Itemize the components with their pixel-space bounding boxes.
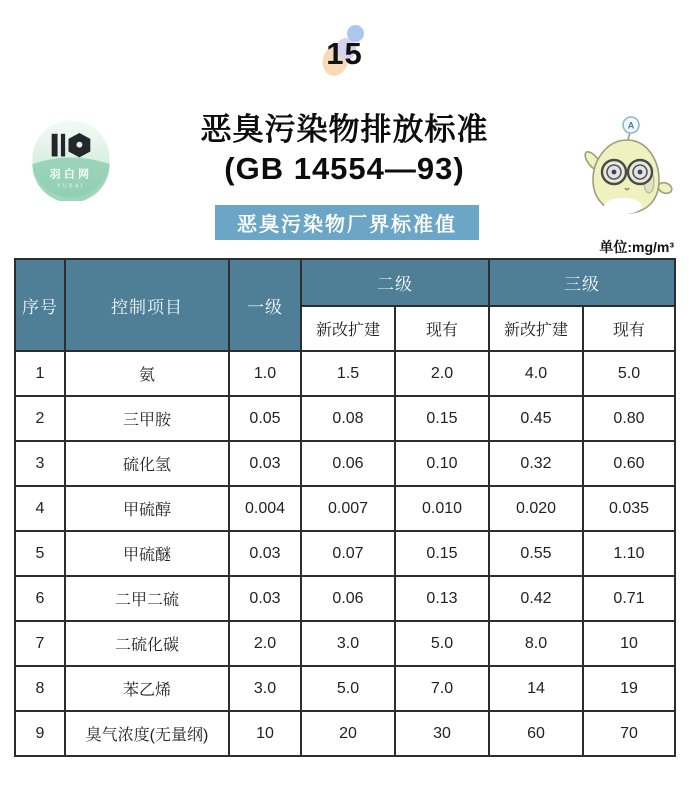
standards-table-wrap [14,258,675,757]
value-l3-new-cell: 0.020 [489,486,583,531]
value-l2-new-cell: 1.5 [301,351,395,396]
value-l2-new-cell: 20 [301,711,395,756]
value-l2-existing-cell: 30 [395,711,489,756]
item-cell: 臭气浓度(无量纲) [65,711,229,756]
mascot-character [583,114,673,220]
value-l3-existing-cell: 70 [583,711,675,756]
col-header-level2-new: 新改扩建 [301,306,395,351]
row-no-cell: 9 [15,711,65,756]
item-cell: 二甲二硫 [65,576,229,621]
value-l1-cell: 1.0 [229,351,301,396]
value-l2-existing-cell: 0.15 [395,396,489,441]
mascot-belly [604,198,642,214]
value-l3-new-cell: 0.32 [489,441,583,486]
col-header-level2-existing: 现有 [395,306,489,351]
value-l3-existing-cell: 5.0 [583,351,675,396]
value-l1-cell: 3.0 [229,666,301,711]
row-no-cell: 5 [15,531,65,576]
col-header-level2: 二级 [301,259,489,306]
value-l1-cell: 0.03 [229,576,301,621]
page-number: 15 [326,36,363,71]
value-l1-cell: 0.03 [229,441,301,486]
unit-label: 单位:mg/m³ [599,239,674,255]
value-l2-existing-cell: 5.0 [395,621,489,666]
value-l3-new-cell: 4.0 [489,351,583,396]
row-no-cell: 1 [15,351,65,396]
value-l1-cell: 0.03 [229,531,301,576]
item-cell: 二硫化碳 [65,621,229,666]
table-body [15,351,675,756]
logo-text: 羽白网 [49,168,93,181]
row-no-cell: 2 [15,396,65,441]
value-l2-new-cell: 0.08 [301,396,395,441]
row-no-cell: 8 [15,666,65,711]
value-l3-existing-cell: 10 [583,621,675,666]
item-cell: 三甲胺 [65,396,229,441]
logo-subtext: YUBAI [57,183,85,190]
value-l3-new-cell: 0.42 [489,576,583,621]
value-l2-new-cell: 3.0 [301,621,395,666]
value-l2-existing-cell: 0.010 [395,486,489,531]
standards-table [14,258,676,757]
value-l2-existing-cell: 7.0 [395,666,489,711]
page-number-area [0,0,689,95]
value-l3-new-cell: 0.55 [489,531,583,576]
item-cell: 苯乙烯 [65,666,229,711]
row-no-cell: 7 [15,621,65,666]
table-row [15,621,675,666]
table-row [15,351,675,396]
row-no-cell: 4 [15,486,65,531]
table-row [15,441,675,486]
value-l2-new-cell: 0.007 [301,486,395,531]
value-l2-existing-cell: 0.13 [395,576,489,621]
row-no-cell: 6 [15,576,65,621]
table-row [15,711,675,756]
mascot-badge-letter: A [627,120,635,131]
value-l2-new-cell: 0.07 [301,531,395,576]
table-row [15,531,675,576]
item-cell: 甲硫醚 [65,531,229,576]
value-l1-cell: 0.05 [229,396,301,441]
table-row [15,486,675,531]
value-l2-new-cell: 5.0 [301,666,395,711]
value-l3-existing-cell: 0.80 [583,396,675,441]
col-header-level3-new: 新改扩建 [489,306,583,351]
col-header-level3: 三级 [489,259,675,306]
banner-label: 恶臭污染物厂界标准值 [237,214,457,236]
item-cell: 氨 [65,351,229,396]
section-banner [215,205,479,240]
value-l3-new-cell: 0.45 [489,396,583,441]
value-l2-existing-cell: 0.10 [395,441,489,486]
value-l1-cell: 10 [229,711,301,756]
value-l3-existing-cell: 19 [583,666,675,711]
value-l2-new-cell: 0.06 [301,441,395,486]
table-row [15,576,675,621]
col-header-item: 控制项目 [65,259,229,351]
item-cell: 甲硫醇 [65,486,229,531]
value-l3-new-cell: 14 [489,666,583,711]
value-l2-existing-cell: 0.15 [395,531,489,576]
value-l1-cell: 2.0 [229,621,301,666]
table-row [15,666,675,711]
value-l3-existing-cell: 1.10 [583,531,675,576]
title-line-2: (GB 14554—93) [224,151,465,186]
value-l3-existing-cell: 0.60 [583,441,675,486]
value-l2-new-cell: 0.06 [301,576,395,621]
col-header-level1: 一级 [229,259,301,351]
value-l2-existing-cell: 2.0 [395,351,489,396]
value-l3-existing-cell: 0.71 [583,576,675,621]
title-line-1: 恶臭污染物排放标准 [200,112,489,147]
row-no-cell: 3 [15,441,65,486]
value-l3-new-cell: 60 [489,711,583,756]
item-cell: 硫化氢 [65,441,229,486]
value-l3-new-cell: 8.0 [489,621,583,666]
value-l1-cell: 0.004 [229,486,301,531]
col-header-no: 序号 [15,259,65,351]
col-header-level3-existing: 现有 [583,306,675,351]
value-l3-existing-cell: 0.035 [583,486,675,531]
table-row [15,396,675,441]
